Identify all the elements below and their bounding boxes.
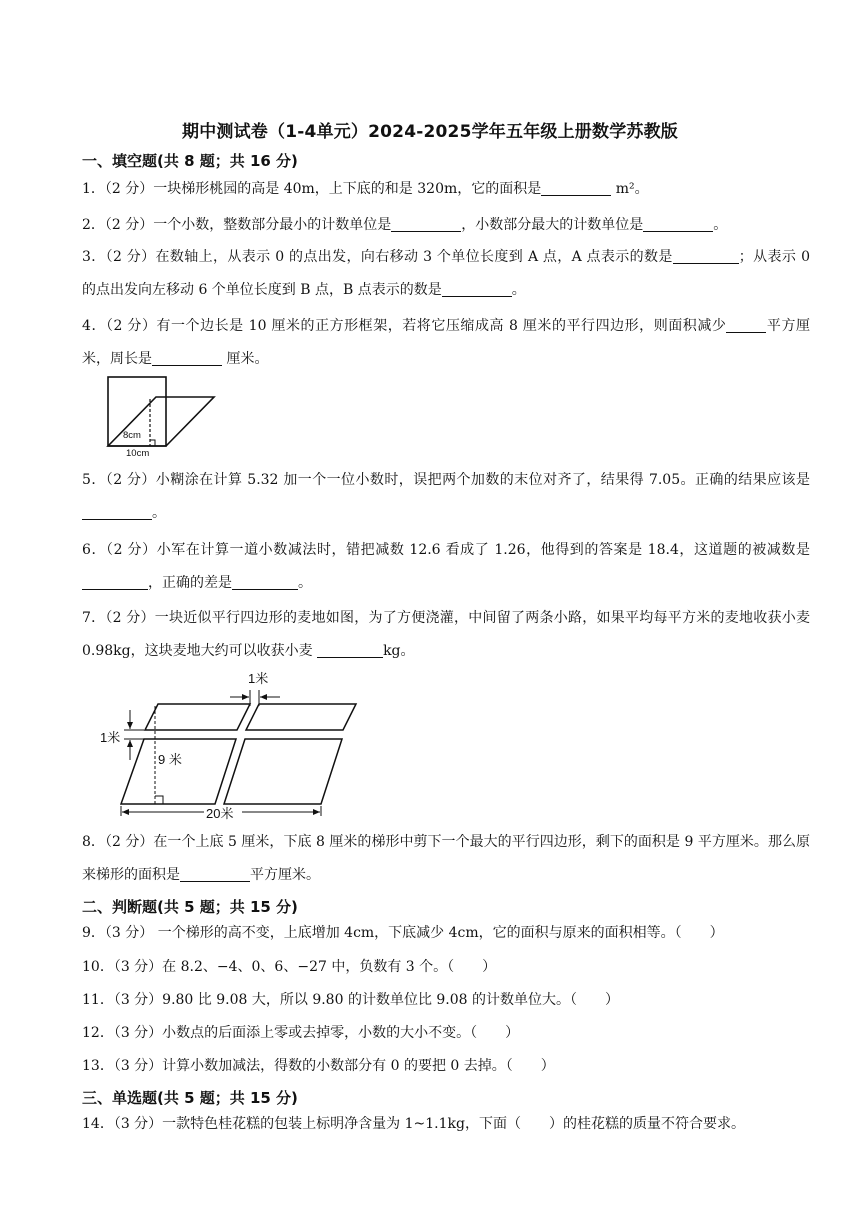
question-text: ，小数部分最大的计数单位是 bbox=[461, 217, 644, 233]
section-heading-fill-blank: 一、填空题(共 8 题；共 16 分) bbox=[82, 152, 298, 170]
wheat-field-figure bbox=[96, 666, 362, 822]
answer-blank[interactable] bbox=[152, 349, 222, 366]
road-width-top-label: 1米 bbox=[248, 671, 269, 686]
question-text: 。 bbox=[298, 575, 312, 591]
question-text: 5．（2 分）小糊涂在计算 5.32 加一个一位小数时，误把两个加数的末位对齐了，结果得 7.05。正确的结果应该是 bbox=[82, 472, 810, 488]
answer-blank[interactable] bbox=[391, 215, 461, 232]
answer-blank[interactable] bbox=[726, 316, 766, 333]
question-text: 6．（2 分）小军在计算一道小数减法时，错把减数 12.6 看成了 1.26，他得到的答案是 18.4，这道题的被减数是 bbox=[82, 542, 810, 558]
question-text: 2．（2 分）一个小数，整数部分最小的计数单位是 bbox=[82, 217, 392, 233]
question-text: 。 bbox=[713, 217, 728, 233]
answer-blank[interactable] bbox=[82, 573, 148, 590]
answer-blank[interactable] bbox=[541, 179, 611, 196]
road-width-left-label: 1米 bbox=[100, 730, 121, 745]
question-text: 3．（2 分）在数轴上，从表示 0 的点出发，向右移动 3 个单位长度到 A 点，A 点表示的数是 bbox=[82, 249, 673, 265]
section-heading-single-choice: 三、单选题(共 5 题；共 15 分) bbox=[82, 1089, 298, 1107]
question-11: 11．（3 分）9.80 比 9.08 大，所以 9.80 的计数单位比 9.08 的计数单位大。（ ） bbox=[82, 992, 620, 1008]
answer-blank[interactable] bbox=[442, 280, 512, 297]
question-text: 7．（2 分）一块近似平行四边形的麦地如图，为了方便浇灌，中间留了两条小路，如果平均每平方米的麦地收获小麦 0.98kg，这块麦地大约可以收获小麦 bbox=[82, 610, 810, 659]
answer-blank[interactable] bbox=[180, 865, 250, 882]
question-text: 。 bbox=[152, 505, 166, 521]
question-5 bbox=[82, 464, 810, 530]
question-text: ；从表示 0 的点出发向左移动 6 个单位长度到 B 点，B 点表示的数是 bbox=[82, 249, 810, 298]
question-text: ，正确的差是 bbox=[148, 575, 232, 591]
question-7 bbox=[82, 602, 810, 668]
height-label: 9 米 bbox=[158, 752, 182, 767]
question-4 bbox=[82, 310, 810, 376]
question-text: kg。 bbox=[383, 643, 415, 659]
section-heading-true-false: 二、判断题(共 5 题；共 15 分) bbox=[82, 898, 298, 916]
question-6 bbox=[82, 534, 810, 600]
question-1 bbox=[82, 173, 810, 206]
question-text: 平方厘米，周长是 bbox=[82, 318, 810, 367]
question-14: 14．（3 分）一款特色桂花糕的包装上标明净含量为 1~1.1kg，下面（ ）的桂花糕的质量不符合要求。 bbox=[82, 1116, 745, 1132]
question-text: m²。 bbox=[611, 181, 649, 197]
question-12: 12．（3 分）小数点的后面添上零或去掉零，小数的大小不变。（ ） bbox=[82, 1025, 520, 1041]
square-parallelogram-figure bbox=[96, 376, 226, 458]
answer-blank[interactable] bbox=[317, 641, 383, 658]
question-3 bbox=[82, 241, 810, 307]
question-13: 13．（3 分）计算小数加减法，得数的小数部分有 0 的要把 0 去掉。（ ） bbox=[82, 1058, 555, 1074]
question-text: 平方厘米。 bbox=[250, 867, 320, 883]
answer-blank[interactable] bbox=[643, 215, 713, 232]
question-2 bbox=[82, 209, 810, 242]
question-8 bbox=[82, 826, 810, 892]
question-9: 9．（3 分） 一个梯形的高不变，上底增加 4cm，下底减少 4cm，它的面积与原来的面积相等。（ ） bbox=[82, 925, 724, 941]
question-text: 。 bbox=[511, 282, 526, 298]
question-text: 8．（2 分）在一个上底 5 厘米，下底 8 厘米的梯形中剪下一个最大的平行四边形，剩下的面积是 9 平方厘米。那么原来梯形的面积是 bbox=[82, 834, 810, 883]
question-10: 10．（3 分）在 8.2、−4、0、6、−27 中，负数有 3 个。（ ） bbox=[82, 959, 497, 975]
question-text: 1．（2 分）一块梯形桃园的高是 40m，上下底的和是 320m，它的面积是 bbox=[82, 181, 542, 197]
page-title: 期中测试卷（1-4单元）2024-2025学年五年级上册数学苏教版 bbox=[182, 122, 678, 142]
answer-blank[interactable] bbox=[82, 503, 152, 520]
height-label: 8cm bbox=[123, 430, 141, 441]
answer-blank[interactable] bbox=[232, 573, 298, 590]
base-label: 10cm bbox=[126, 448, 150, 458]
base-label: 20米 bbox=[206, 806, 234, 821]
question-text: 4．（2 分）有一个边长是 10 厘米的正方形框架，若将它压缩成高 8 厘米的平行四边形，则面积减少 bbox=[82, 318, 727, 334]
question-text: 厘米。 bbox=[222, 351, 269, 367]
answer-blank[interactable] bbox=[673, 247, 739, 264]
